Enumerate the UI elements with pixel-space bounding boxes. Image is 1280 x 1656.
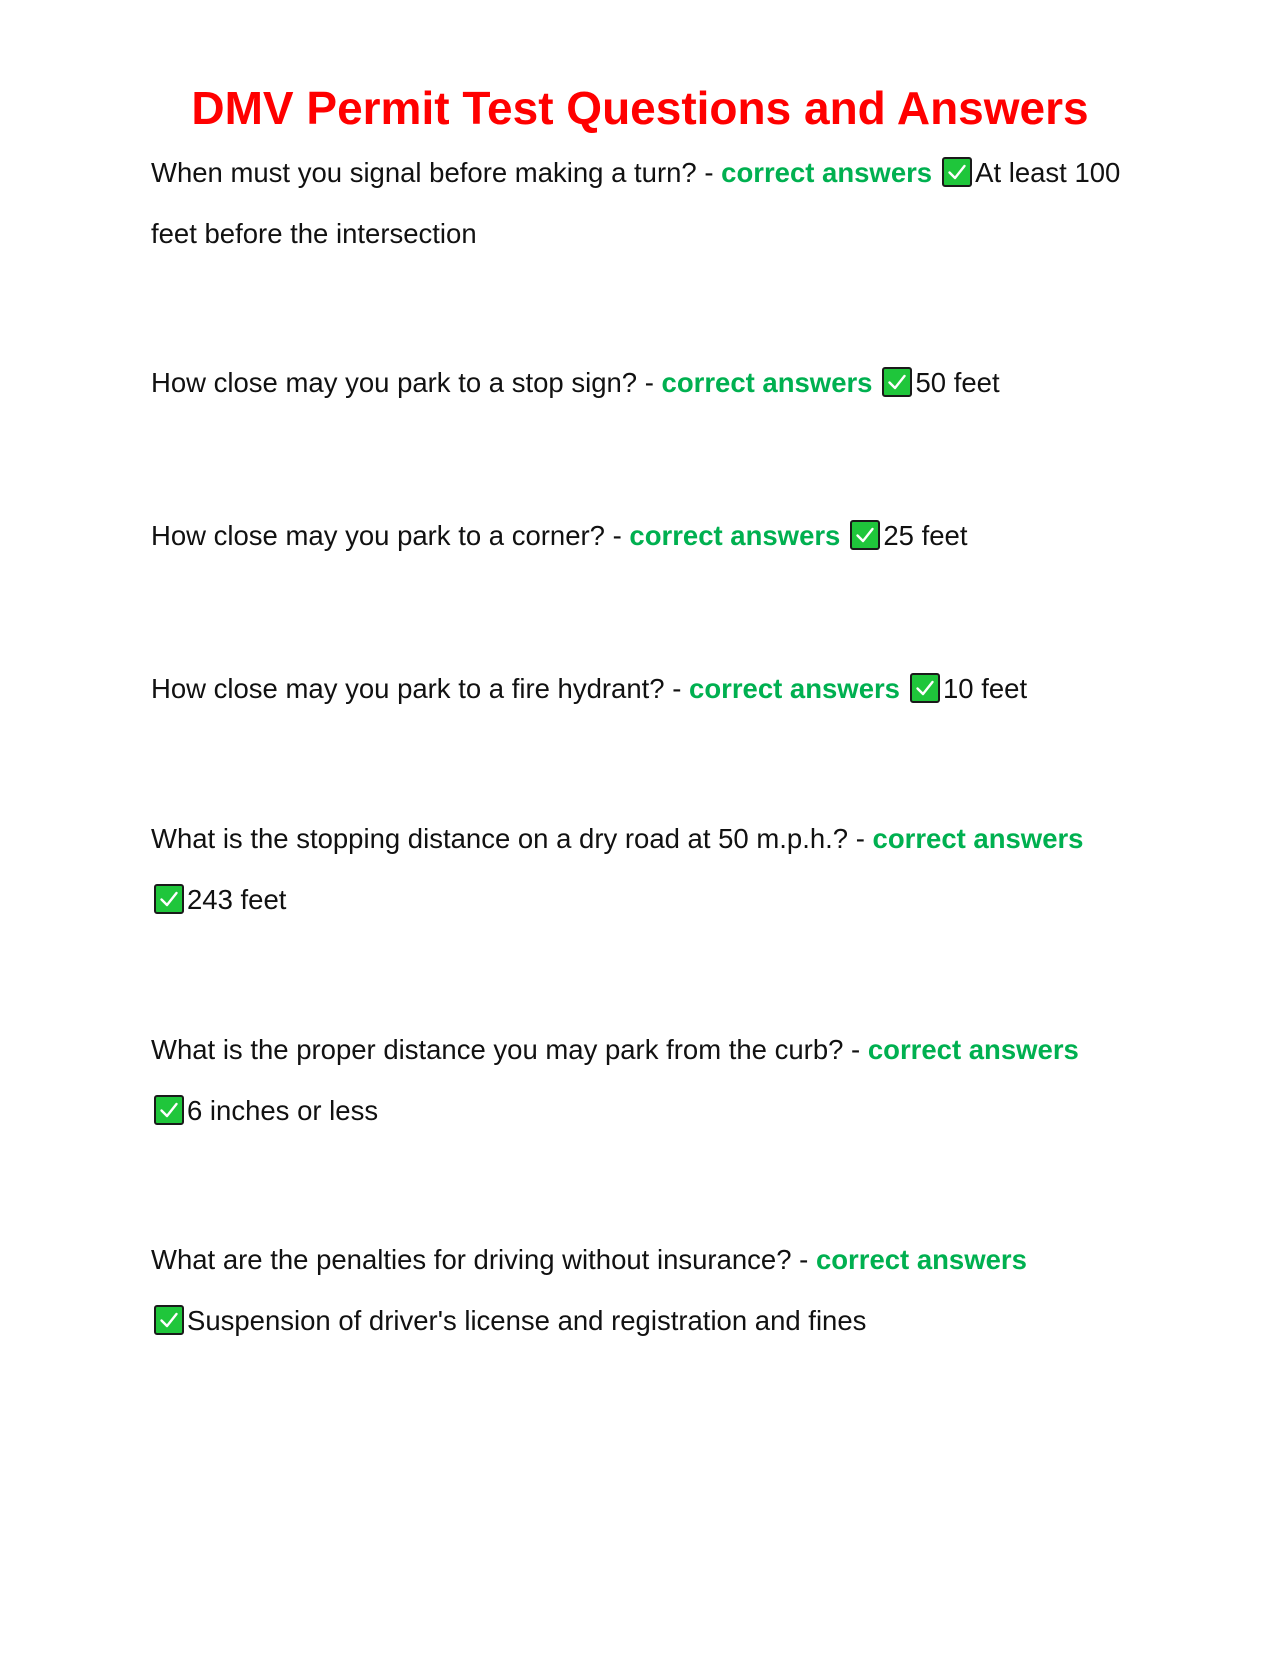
separator: - [791,1244,816,1275]
correct-answers-label: correct answers [661,367,873,398]
correct-answers-label: correct answers [815,1244,1027,1275]
check-mark-button-icon [154,884,184,914]
question-text: What is the proper distance you may park from the curb? [151,1034,844,1065]
correct-answers-label: correct answers [721,157,933,188]
answer-text: Suspension of driver's license and registration and fines [187,1305,867,1336]
correct-answers-label: correct answers [689,673,900,704]
separator: - [604,520,630,551]
question-text: How close may you park to a stop sign? [151,367,638,398]
answer-text: 10 feet [942,673,1028,704]
separator: - [696,157,722,188]
correct-answers-label: correct answers [867,1034,1079,1065]
question-text: How close may you park to a corner? [151,520,605,551]
question-text: When must you signal before making a turn? [151,157,697,188]
answer-text: At least 100 feet before the intersection [151,157,1121,249]
qa-item-6 [151,1019,1151,1141]
qa-item-4 [151,658,1151,719]
separator: - [848,823,873,854]
correct-answers-label: correct answers [872,823,1084,854]
qa-item-1 [151,142,1151,264]
check-mark-button-icon [882,367,912,397]
separator: - [664,673,690,704]
qa-item-2 [151,352,1151,413]
check-mark-button-icon [154,1095,184,1125]
page-title: DMV Permit Test Questions and Answers [191,82,1089,134]
check-mark-button-icon [942,157,972,187]
check-mark-button-icon [850,520,880,550]
qa-item-3 [151,505,1151,566]
check-mark-button-icon [910,673,940,703]
separator: - [843,1034,868,1065]
correct-answers-label: correct answers [629,520,841,551]
qa-item-7 [151,1229,1151,1351]
answer-text: 25 feet [883,520,968,551]
qa-item-5 [151,808,1151,930]
question-text: How close may you park to a fire hydrant? [151,673,665,704]
answer-text: 50 feet [915,367,1000,398]
answer-text: 6 inches or less [187,1095,379,1126]
check-mark-button-icon [154,1305,184,1335]
answer-text: 243 feet [187,884,287,915]
question-text: What is the stopping distance on a dry road at 50 m.p.h.? [151,823,849,854]
separator: - [637,367,662,398]
question-text: What are the penalties for driving without insurance? [151,1244,792,1275]
